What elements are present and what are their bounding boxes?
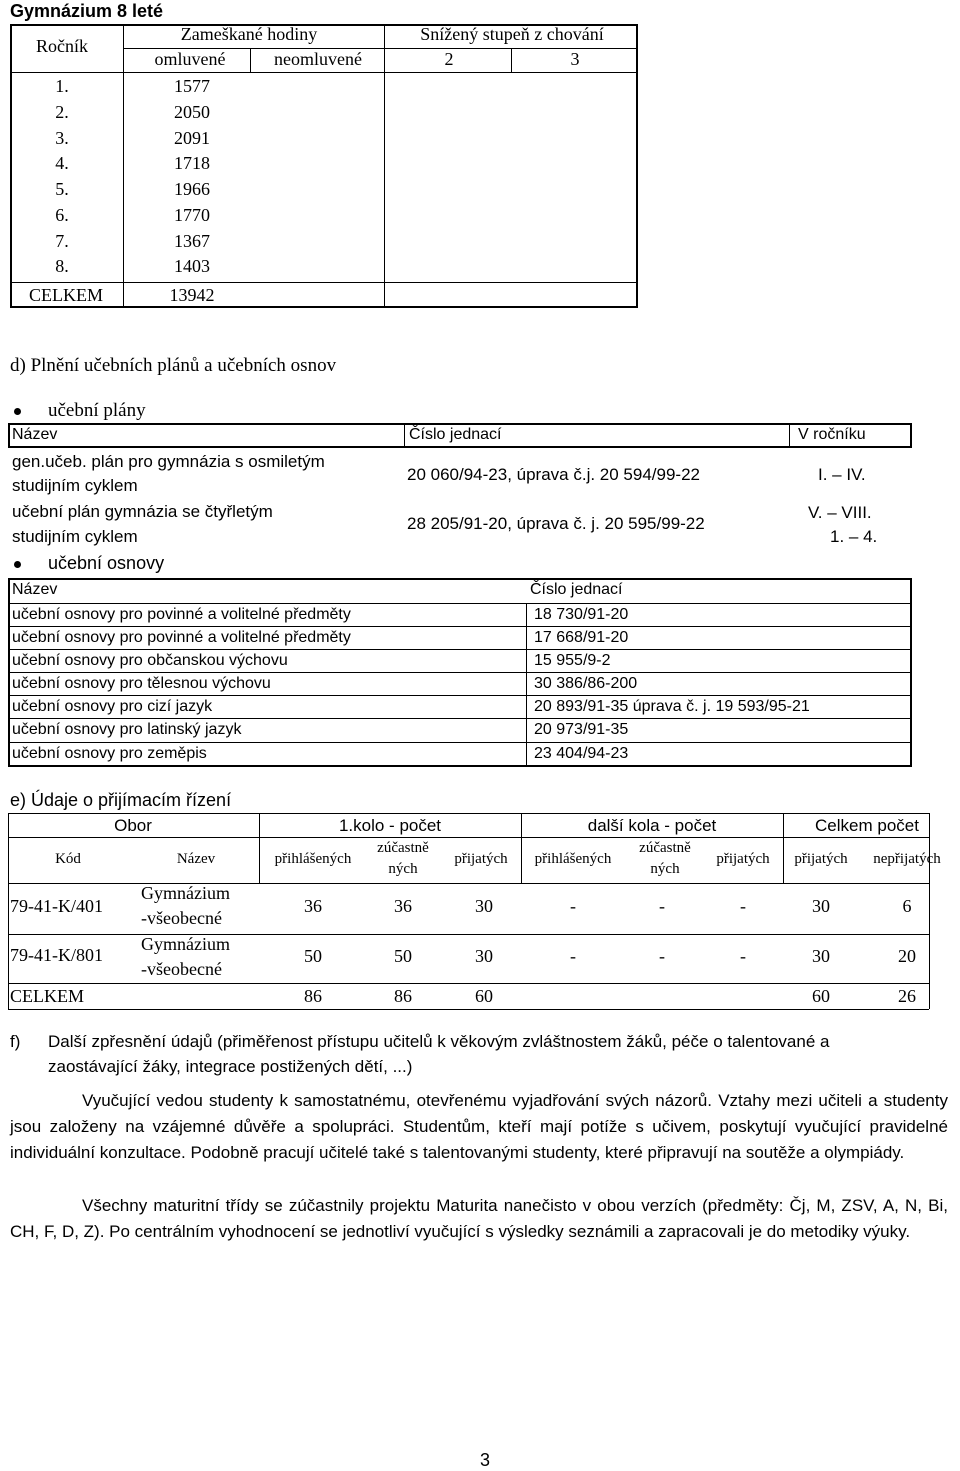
section-f-title: zaostávající žáky, integrace postižených dětí, ...) [48, 1057, 413, 1076]
table-cell: - [570, 896, 576, 916]
plans-bullet-label: učební plány [48, 400, 146, 421]
header-nazev: Název [176, 851, 216, 867]
section-d-title: d) Plnění učebních plánů a učebních osnov [10, 355, 337, 376]
table-row-cislo: 23 404/94-23 [534, 745, 629, 762]
header-celkem-pocet: Celkem počet [815, 816, 919, 835]
plan-rocnik: I. – IV. [818, 465, 866, 484]
plan-name: učební plán gymnázia se čtyřletým [12, 502, 273, 521]
section-title: Gymnázium 8 leté [10, 1, 164, 21]
table-cell: - [740, 896, 746, 916]
header-nazev: Název [12, 426, 58, 443]
table-row-kod: 79-41-K/801 [10, 945, 103, 965]
header-zameskane-hodiny: Zameškané hodiny [180, 24, 318, 44]
header-1-kolo: 1.kolo - počet [338, 816, 442, 835]
table-cell: 50 [394, 946, 412, 966]
table-row-nazev: -všeobecné [141, 908, 222, 928]
table-cell: - [659, 946, 665, 966]
header-omluvene: omluvené [154, 49, 226, 69]
header-zucastnenych: ných [388, 861, 418, 877]
header-v-rocniku: V ročníku [798, 426, 866, 443]
paragraph-teachers: Vyučující vedou studenty k samostatnému, otevřenému vyjadřování svých názorů. Vztahy mezi učiteli a studenty jsou založeny na vzájemné důvěře a spolupráci. Studentům, kteří mají potíže s učivem, poskytují vyučující pravidelné individuální konzultace. Podobně pracují učitelé také s talentovanými studenty, které připravují na soutěže a olympiády. [10, 1091, 948, 1162]
section-f-title: Další zpřesnění údajů (přiměřenost přístupu učitelů k věkovým zvláštnostem žáků, péče o talentované a [48, 1032, 830, 1051]
paragraph-maturita: Všechny maturitní třídy se zúčastnily projektu Maturita nanečisto v obou verzích (předměty: Čj, M, ZSV, A, N, Bi, CH, F, D, Z). Po centrálním vyhodnocení se jednotliví vyučující s výsledky seznámili a zapracovali je do metodiky výuky. [10, 1196, 948, 1241]
table-cell: 36 [304, 896, 322, 916]
header-cislo-jednaci: Číslo jednací [530, 581, 623, 598]
table-cell: 30 [812, 946, 830, 966]
header-nazev: Název [12, 581, 58, 598]
table-row-rocnik: 4. [55, 153, 69, 173]
table-row-nazev: učební osnovy pro cizí jazyk [12, 698, 213, 715]
section-e-title: e) Údaje o přijímacím řízení [10, 790, 232, 810]
table-row-nazev: Gymnázium [141, 934, 230, 954]
table-total-label: CELKEM [10, 986, 84, 1006]
table-cell: 6 [902, 896, 912, 916]
header-zucastnenych: ných [650, 861, 680, 877]
table-total-label: CELKEM [29, 285, 103, 305]
header-snizeny-stupen: Snížený stupeň z chování [420, 24, 604, 44]
table-cell: 36 [394, 896, 412, 916]
table-row-nazev: učební osnovy pro tělesnou výchovu [12, 675, 271, 692]
table-total-cell: 86 [304, 986, 322, 1006]
header-prihlasenych: přihlášených [534, 851, 612, 867]
section-f-label: f) [10, 1032, 21, 1051]
header-rocnik: Ročník [36, 36, 88, 56]
header-kod: Kód [55, 851, 81, 867]
table-row-rocnik: 7. [55, 231, 69, 251]
table-cell: 20 [898, 946, 916, 966]
table-row-rocnik: 5. [55, 179, 69, 199]
table-row-cislo: 20 973/91-35 [534, 721, 629, 738]
table-row-cislo: 17 668/91-20 [534, 629, 629, 646]
table-row-omluvene: 2050 [174, 102, 210, 122]
table-row-rocnik: 6. [55, 205, 69, 225]
header-prijatych: přijatých [454, 851, 508, 867]
header-stupen-3: 3 [570, 49, 580, 69]
table-row-rocnik: 1. [55, 76, 69, 96]
plan-name: studijním cyklem [12, 527, 138, 546]
plan-name: gen.učeb. plán pro gymnázia s osmiletým [12, 452, 325, 471]
table-total-cell: 60 [812, 986, 830, 1006]
table-total-cell: 86 [394, 986, 412, 1006]
header-obor: Obor [114, 816, 152, 835]
header-zucastnenych: zúčastně [377, 840, 429, 856]
header-dalsi-kola: další kola - počet [587, 816, 717, 835]
header-neomluvene: neomluvené [274, 49, 362, 69]
table-row-kod: 79-41-K/401 [10, 896, 103, 916]
plan-cislo-jednaci: 20 060/94-23, úprava č.j. 20 594/99-22 [407, 465, 700, 484]
table-row-omluvene: 1718 [174, 153, 210, 173]
table-row-cislo: 15 955/9-2 [534, 652, 611, 669]
table-total-cell: 60 [475, 986, 493, 1006]
table-row-rocnik: 8. [55, 256, 69, 276]
table-cell: 50 [304, 946, 322, 966]
table-row-nazev: učební osnovy pro povinné a volitelné předměty [12, 606, 351, 623]
table-row-omluvene: 2091 [174, 128, 210, 148]
table-cell: 30 [475, 896, 493, 916]
header-prijatych: přijatých [794, 851, 848, 867]
plan-rocnik: 1. – 4. [830, 527, 878, 546]
table-cell: - [740, 946, 746, 966]
table-row-nazev: Gymnázium [141, 883, 230, 903]
bullet-icon [14, 408, 21, 415]
table-cell: - [659, 896, 665, 916]
header-prijatych: přijatých [716, 851, 770, 867]
header-prihlasenych: přihlášených [274, 851, 352, 867]
table-row-omluvene: 1966 [174, 179, 210, 199]
table-row-omluvene: 1577 [174, 76, 210, 96]
table-cell: - [570, 946, 576, 966]
table-row-nazev: učební osnovy pro zeměpis [12, 745, 207, 762]
header-neprijatych: nepřijatých [873, 851, 941, 867]
header-zucastnenych: zúčastně [639, 840, 691, 856]
table-row-nazev: učební osnovy pro latinský jazyk [12, 721, 242, 738]
table-cell: 30 [812, 896, 830, 916]
table-total-cell: 26 [898, 986, 916, 1006]
table-row-cislo: 20 893/91-35 úprava č. j. 19 593/95-21 [534, 698, 810, 715]
table-row-nazev: učební osnovy pro občanskou výchovu [12, 652, 288, 669]
plan-name: studijním cyklem [12, 476, 138, 495]
table-cell: 30 [475, 946, 493, 966]
table-row-rocnik: 2. [55, 102, 69, 122]
table-total-omluvene: 13942 [169, 285, 215, 305]
table-row-nazev: -všeobecné [141, 959, 222, 979]
table-row-omluvene: 1367 [174, 231, 210, 251]
table-row-rocnik: 3. [55, 128, 69, 148]
bullet-icon [14, 561, 21, 568]
table-row-nazev: učební osnovy pro povinné a volitelné předměty [12, 629, 351, 646]
table-row-omluvene: 1770 [174, 205, 210, 225]
header-cislo-jednaci: Číslo jednací [409, 426, 502, 443]
table-row-omluvene: 1403 [174, 256, 210, 276]
plan-rocnik: V. – VIII. [808, 503, 872, 522]
osnovy-bullet-label: učební osnovy [48, 553, 165, 573]
header-stupen-2: 2 [444, 49, 454, 69]
table-row-cislo: 30 386/86-200 [534, 675, 638, 692]
page-number: 3 [479, 1450, 491, 1470]
plan-cislo-jednaci: 28 205/91-20, úprava č. j. 20 595/99-22 [407, 514, 705, 533]
table-row-cislo: 18 730/91-20 [534, 606, 629, 623]
